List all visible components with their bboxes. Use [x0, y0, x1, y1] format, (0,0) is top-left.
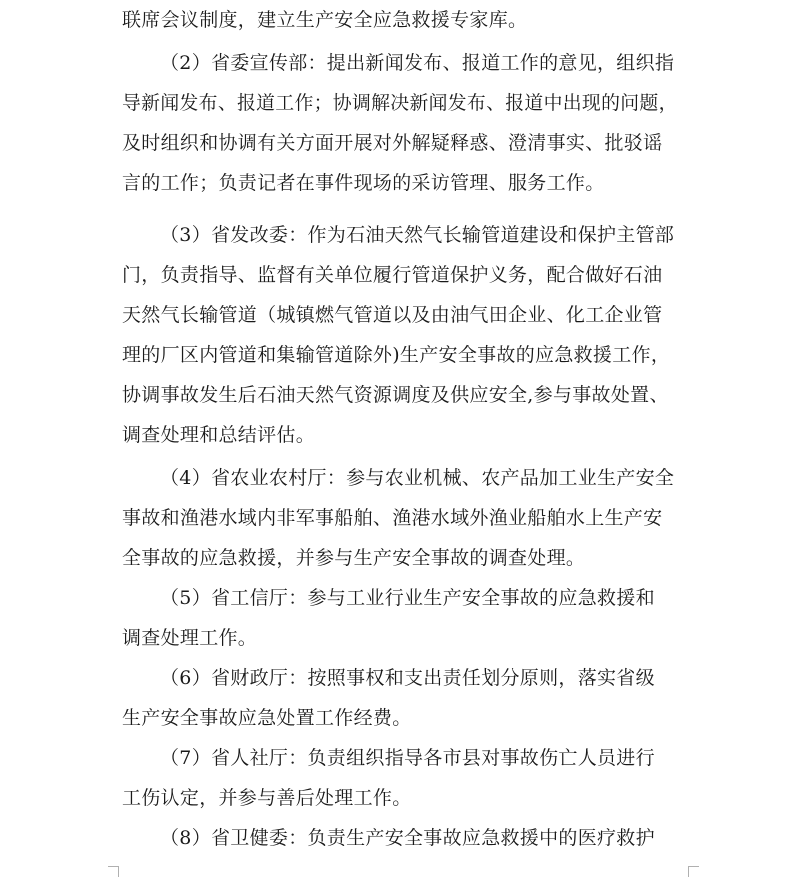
text-line: 协调事故发生后石油天然气资源调度及供应安全,参与事故处置、	[122, 384, 669, 406]
text-line: 天然气长输管道（城镇燃气管道以及由油气田企业、化工企业管	[122, 304, 663, 326]
text-line: 及时组织和协调有关方面开展对外解疑释惑、澄清事实、批驳谣	[122, 132, 663, 154]
text-line: 理的厂区内管道和集输管道除外)生产安全事故的应急救援工作，	[122, 344, 671, 366]
text-line: 生产安全事故应急处置工作经费。	[122, 707, 412, 729]
text-line: （3）省发改委：作为石油天然气长输管道建设和保护主管部	[160, 224, 675, 246]
text-line: 言的工作；负责记者在事件现场的采访管理、服务工作。	[122, 172, 605, 194]
text-line: 事故和渔港水域内非军事船舶、渔港水域外渔业船舶水上生产安	[122, 507, 663, 529]
text-line: （8）省卫健委：负责生产安全事故应急救援中的医疗救护	[160, 827, 655, 849]
text-line: 调查处理工作。	[122, 627, 258, 649]
text-line: （4）省农业农村厅：参与农业机械、农产品加工业生产安全	[160, 467, 675, 489]
text-line: （7）省人社厅：负责组织指导各市县对事故伤亡人员进行	[160, 747, 655, 769]
text-line: （2）省委宣传部：提出新闻发布、报道工作的意见，组织指	[160, 52, 675, 74]
text-line: 工伤认定，并参与善后处理工作。	[122, 787, 412, 809]
text-line: 导新闻发布、报道工作；协调解决新闻发布、报道中出现的问题，	[122, 92, 678, 114]
text-line: 调查处理和总结评估。	[122, 424, 316, 446]
text-line: 联席会议制度，建立生产安全应急救援专家库。	[122, 9, 528, 31]
text-line: （5）省工信厅：参与工业行业生产安全事故的应急救援和	[160, 587, 655, 609]
page-corner-mark-left	[108, 866, 119, 877]
text-line: （6）省财政厅：按照事权和支出责任划分原则，落实省级	[160, 667, 655, 689]
text-line: 门，负责指导、监督有关单位履行管道保护义务，配合做好石油	[122, 264, 663, 286]
page-corner-mark-right	[688, 866, 699, 877]
text-line: 全事故的应急救援，并参与生产安全事故的调查处理。	[122, 547, 586, 569]
